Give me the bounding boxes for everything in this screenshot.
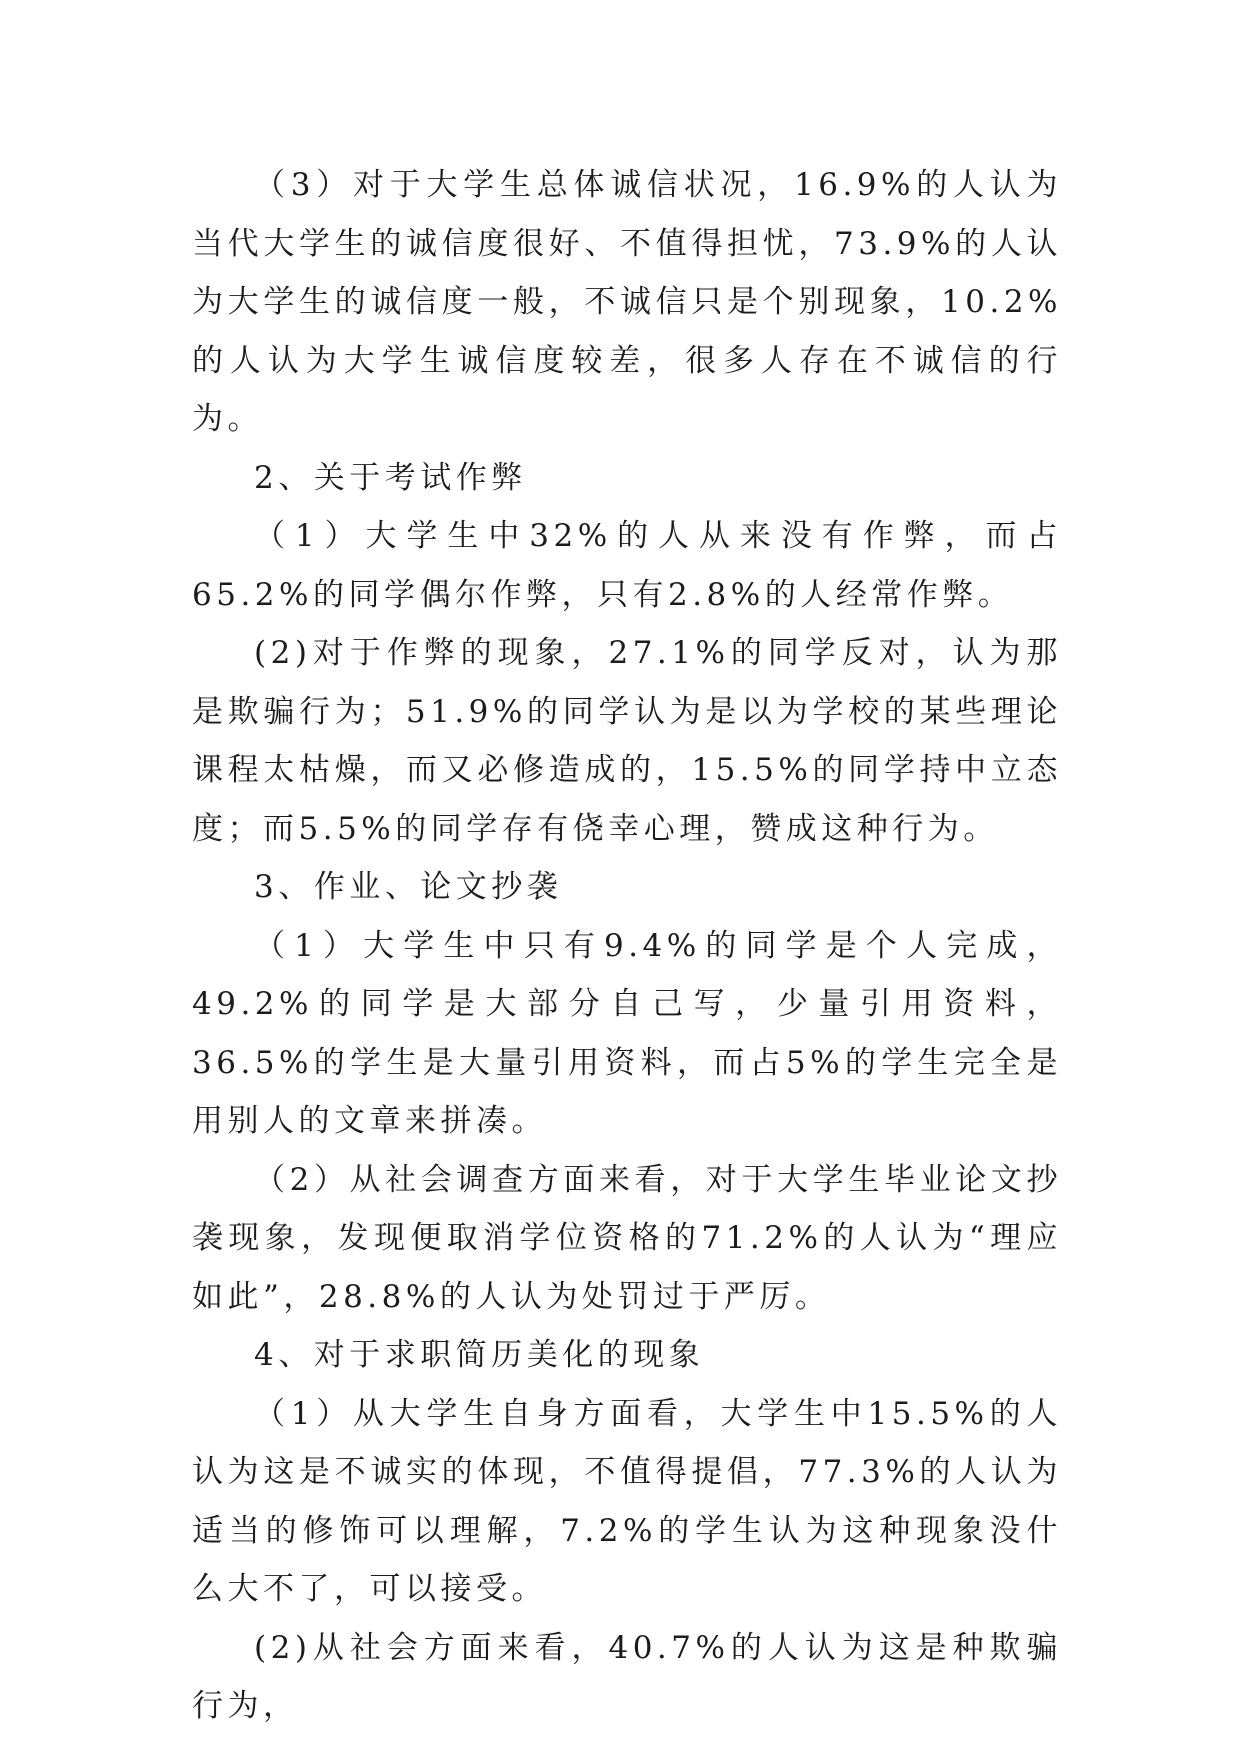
section-heading-plagiarism: 3、作业、论文抄袭 — [254, 869, 563, 905]
paragraph-plagiarism-society: （2）从社会调查方面来看，对于大学生毕业论文抄袭现象，发现便取消学位资格的71.2%的人认为“理应如此”，28.8%的人认为处罚过于严厉。 — [192, 1161, 1062, 1315]
section-heading-resume: 4、对于求职简历美化的现象 — [254, 1337, 705, 1373]
paragraph-resume-students: （1）从大学生自身方面看，大学生中15.5%的人认为这是不诚实的体现，不值得提倡，77.3%的人认为适当的修饰可以理解，7.2%的学生认为这种现象没什么大不了，可以接受。 — [192, 1395, 1062, 1607]
paragraph-cheating-attitude: (2)对于作弊的现象，27.1%的同学反对，认为那是欺骗行为；51.9%的同学认为是以为学校的某些理论课程太枯燥，而又必修造成的，15.5%的同学持中立态度；而5.5%的同学存有侥幸心理，赞成这种行为。 — [192, 635, 1062, 847]
document-body — [192, 156, 1062, 1736]
paragraph-cheating-frequency: （1）大学生中32%的人从来没有作弊，而占65.2%的同学偶尔作弊，只有2.8%的人经常作弊。 — [192, 518, 1062, 613]
paragraph-integrity-overall: （3）对于大学生总体诚信状况，16.9%的人认为当代大学生的诚信度很好、不值得担忧，73.9%的人认为大学生的诚信度一般，不诚信只是个别现象，10.2%的人认为大学生诚信度较差，很多人存在不诚信的行为。 — [192, 167, 1062, 437]
paragraph-resume-society: (2)从社会方面来看，40.7%的人认为这是种欺骗行为， — [192, 1629, 1062, 1724]
paragraph-plagiarism-students: （1）大学生中只有9.4%的同学是个人完成，49.2%的同学是大部分自己写，少量引用资料，36.5%的学生是大量引用资料，而占5%的学生完全是用别人的文章来拼凑。 — [192, 927, 1062, 1139]
section-heading-exam-cheating: 2、关于考试作弊 — [254, 459, 527, 496]
